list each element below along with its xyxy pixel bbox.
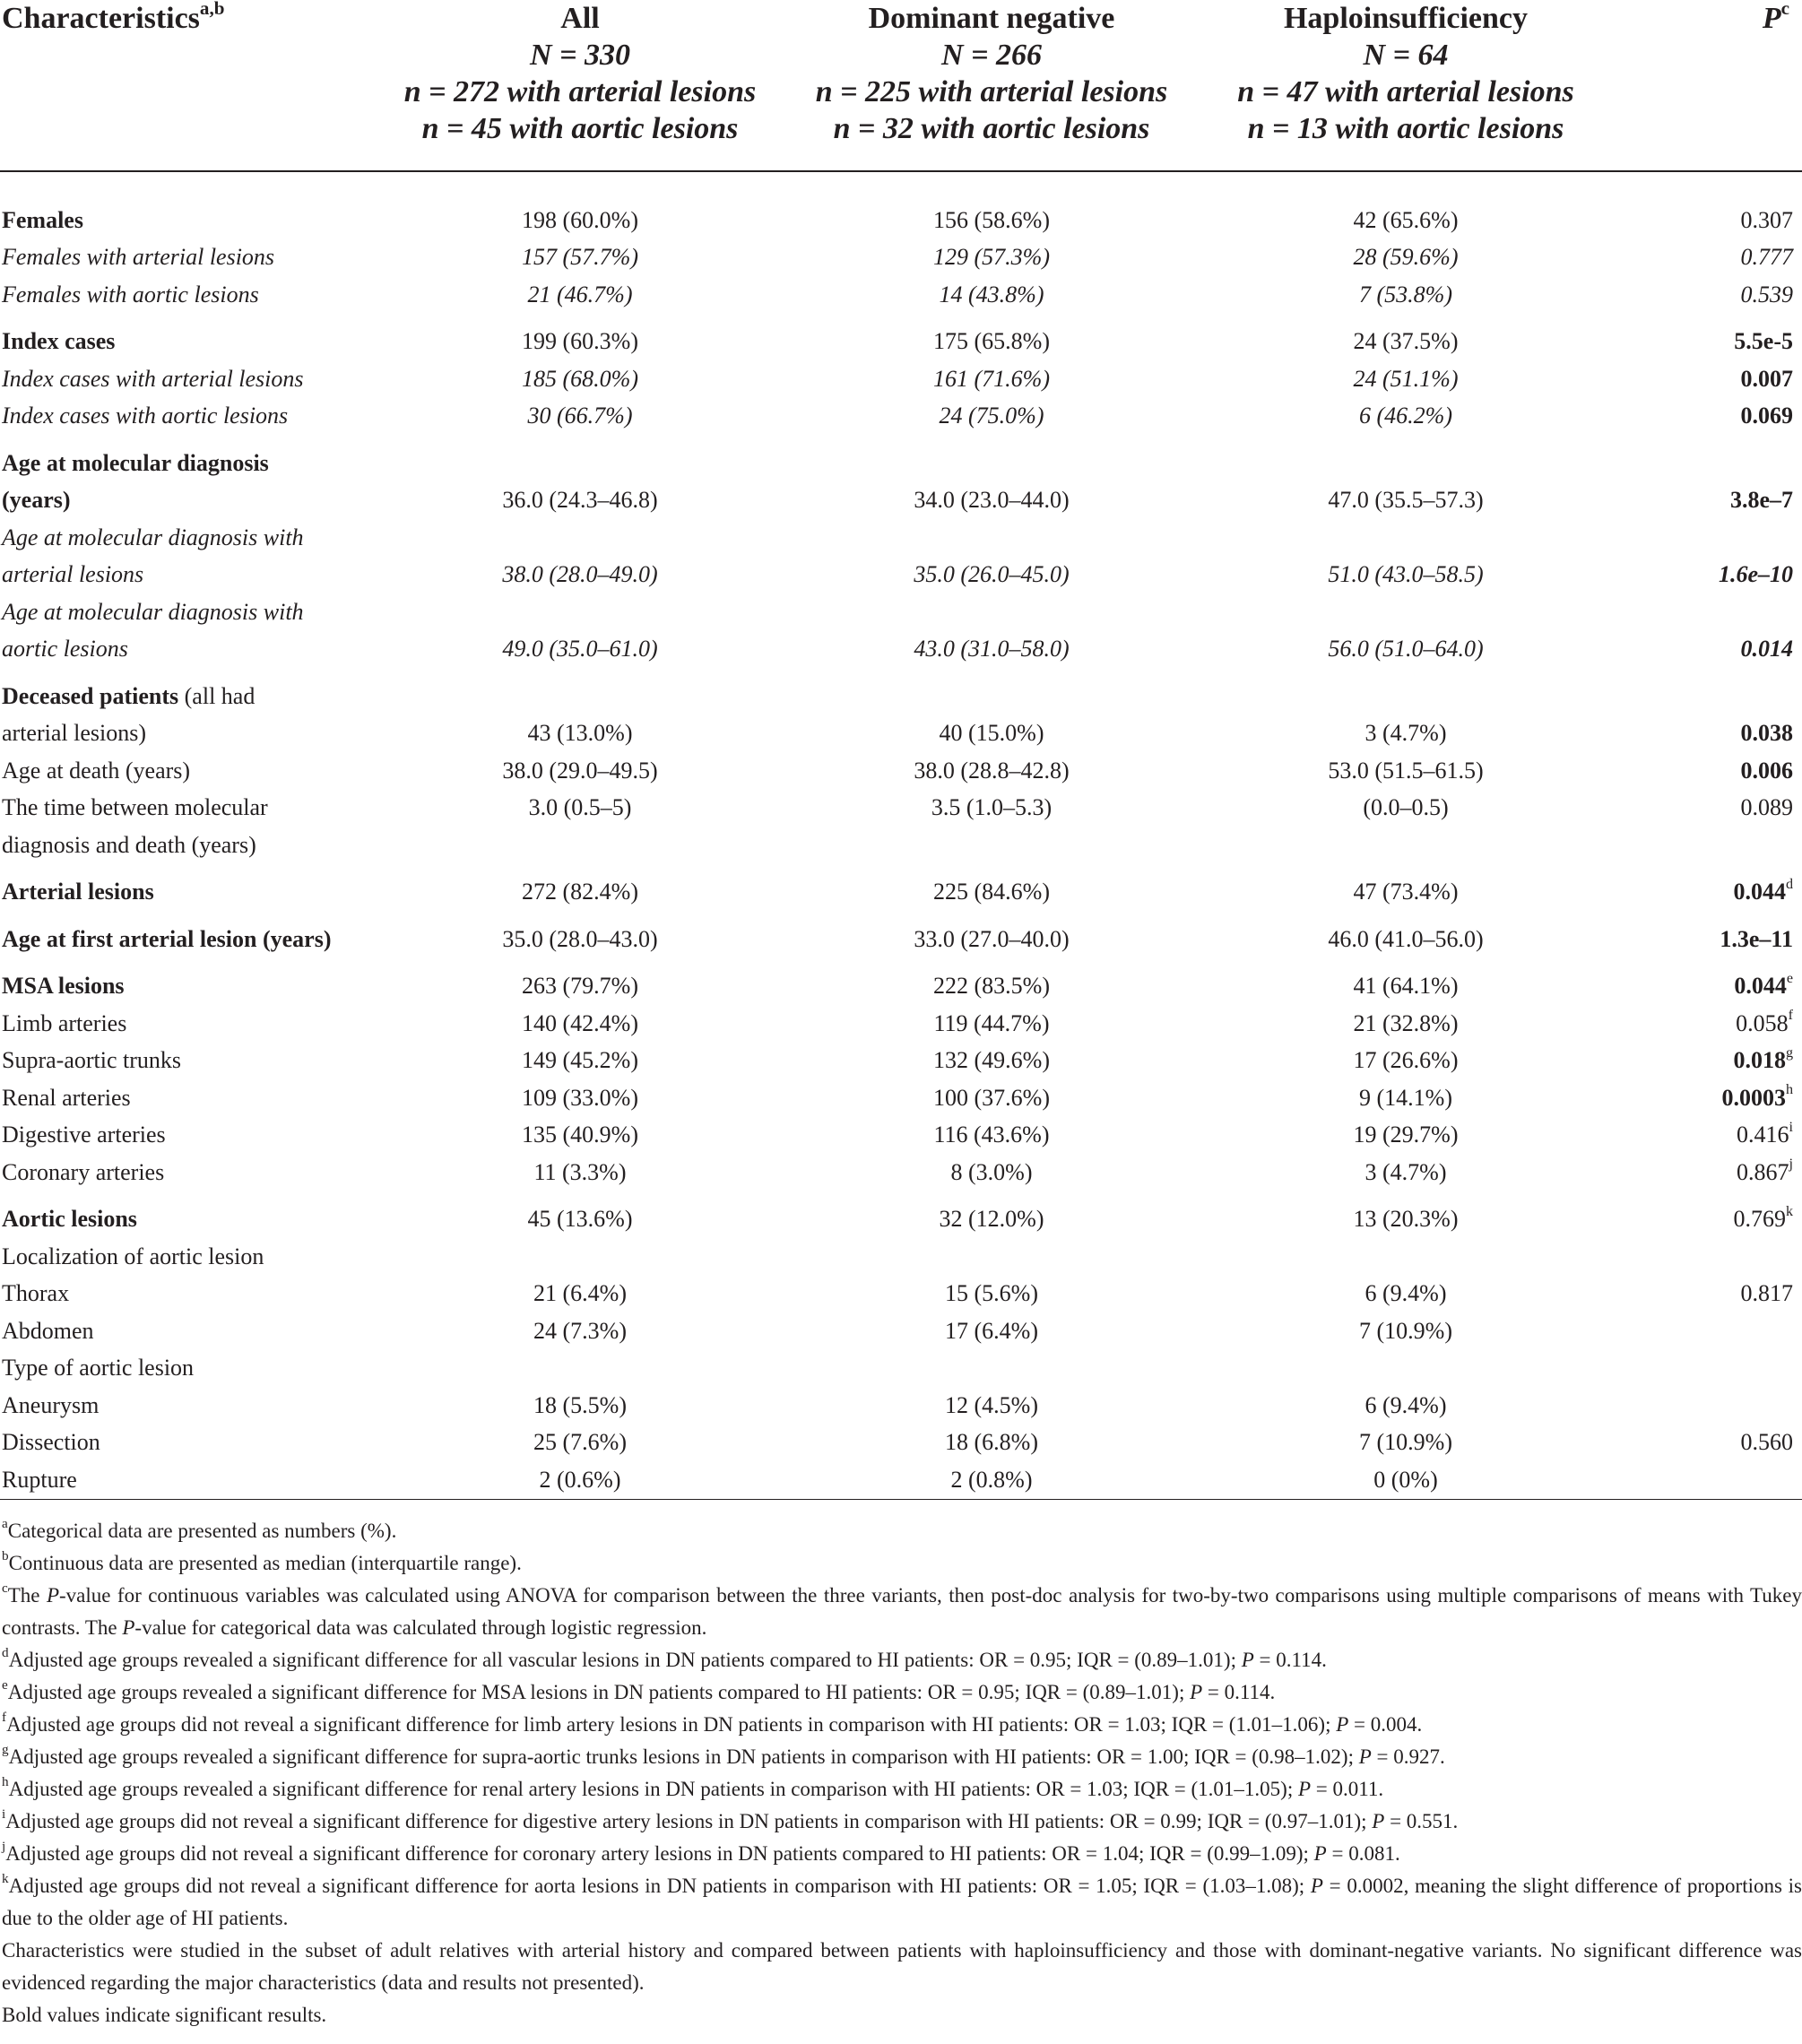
row-label: Dissection [2,1429,100,1455]
header-haploinsufficiency: Haploinsufficiency N = 64 n = 47 with arterial lesions n = 13 with aortic lesions [1237,2,1574,145]
cell-hi: 42 (65.6%) [1353,206,1459,233]
row-label: Localization of aortic lesion [2,1243,264,1269]
cell-p [1614,1387,1802,1425]
footnote-subset: Characteristics were studied in the subset of adult relatives with arterial history and compared between patients with haploinsufficiency and those with dominant-negative variants. No significant difference was evidenced regarding the major characteristics (data and results not presented). [2,1939,1802,1994]
cell-all: 3.0 (0.5–5) [528,794,632,820]
row-label: Abdomen [2,1317,94,1344]
footnote-bold: Bold values indicate significant results. [2,2004,327,2026]
cell-all: 185 (68.0%) [522,365,638,392]
cell-p: 0.014 [1740,636,1793,662]
cell-hi: 6 (46.2%) [1359,403,1452,429]
row-label: Index cases [2,328,116,354]
header-p-value: $P^c$ [1762,0,1789,35]
row-label: Age at death (years) [2,757,191,784]
cell-dn: 35.0 (26.0–45.0) [914,561,1070,587]
cell-p: 0.307 [1740,206,1793,233]
cell-dn: 2 (0.8%) [950,1466,1033,1493]
table-row [0,1191,1802,1238]
cell-dn: 119 (44.7%) [933,1009,1050,1036]
cell-p: 0.038 [1740,720,1793,746]
cell-dn: 38.0 (28.8–42.8) [914,757,1070,784]
header-row [0,0,1802,170]
table-row [0,957,1802,1005]
row-label: Arterial lesions [2,879,154,905]
cell-all: 49.0 (35.0–61.0) [502,636,658,662]
cell-dn: 116 (43.6%) [933,1122,1050,1148]
cell-all: 30 (66.7%) [527,403,633,429]
table-row [0,1312,1802,1350]
cell-dn: 156 (58.6%) [933,206,1050,233]
table-row [0,789,1802,863]
cell-p: 0.006 [1740,757,1793,784]
table-row [0,1079,1802,1117]
footnote-f: $^f$Adjusted age groups did not reveal a significant difference for limb artery lesions in DN patients in comparison with HI patients: OR = 1.03; IQR = (1.01–1.06); P = 0.004. [2,1710,1423,1736]
row-label: Rupture [2,1466,77,1493]
cell-hi: 7 (53.8%) [1359,281,1452,307]
cell-dn: 132 (49.6%) [933,1047,1050,1073]
bottom-rule [0,1499,1802,1500]
footnote-c: $^c$The P-value for continuous variables was calculated using ANOVA for comparison between the three variants, then post-doc analysis for two-by-two comparisons using multiple comparisons of means with Tukey contrasts. The P-value for categorical data was calculated through logistic regression. [2,1581,1802,1639]
footnote-a: $^a$Categorical data are presented as numbers (%). [2,1516,397,1542]
table-row [0,1387,1802,1425]
row-label: Aortic lesions [2,1206,137,1232]
row-label: Supra-aortic trunks [2,1047,182,1073]
cell-dn: 32 (12.0%) [939,1206,1044,1232]
table-row [0,1116,1802,1154]
cell-p: 1.3e–11 [1720,925,1793,952]
cell-dn: 18 (6.8%) [945,1429,1038,1455]
row-label: Females with arterial lesions [2,244,275,270]
cell-all: 11 (3.3%) [533,1158,627,1185]
cell-all: 135 (40.9%) [522,1122,638,1148]
cell-p [1614,1461,1802,1499]
cell-hi: 17 (26.6%) [1353,1047,1459,1073]
cell-p: 0.416$^i$ [1737,1119,1793,1148]
header-dominant-negative: Dominant negative N = 266 n = 225 with arterial lesions n = 32 with aortic lesions [815,2,1168,145]
row-label: Age at molecular diagnosis with arterial lesions [2,524,304,587]
cell-p [1614,1238,1802,1276]
cell-hi: 24 (51.1%) [1353,365,1459,392]
table-row [0,1005,1802,1043]
cell-p: 0.058$^f$ [1736,1008,1793,1036]
table-row [0,863,1802,911]
cell-all: 272 (82.4%) [522,879,638,905]
cell-p: 1.6e–10 [1718,561,1793,587]
cell-hi: 7 (10.9%) [1359,1429,1452,1455]
cell-p: 0.044e [1734,970,1793,999]
table-row [0,752,1802,790]
cell-dn: 175 (65.8%) [933,328,1050,354]
cell-hi: 3 (4.7%) [1364,720,1447,746]
cell-all: 24 (7.3%) [533,1317,627,1344]
cell-hi: 6 (9.4%) [1364,1280,1447,1306]
cell-dn: 17 (6.4%) [945,1317,1038,1344]
cell-hi: 19 (29.7%) [1353,1122,1459,1148]
table-row [0,435,1802,519]
cell-all: 198 (60.0%) [522,206,638,233]
table-row [0,1275,1802,1312]
header-characteristics: Characteristics$^{a,b}$ [2,0,225,35]
cell-hi: 6 (9.4%) [1364,1391,1447,1418]
cell-all: 18 (5.5%) [533,1391,627,1418]
cell-all: 36.0 (24.3–46.8) [502,487,658,513]
cell-all: 149 (45.2%) [522,1047,638,1073]
cell-hi: 47.0 (35.5–57.3) [1328,487,1484,513]
cell-dn: 24 (75.0%) [939,403,1044,429]
table-row [0,1461,1802,1499]
table-row [0,397,1802,435]
cell-hi: 46.0 (41.0–56.0) [1328,925,1484,952]
cell-dn [785,1349,1198,1387]
cell-p: 5.5e-5 [1734,328,1793,354]
cell-p: 0.539 [1740,281,1793,307]
row-label: Index cases with aortic lesions [2,403,289,429]
cell-hi [1198,1238,1614,1276]
row-label: Thorax [2,1280,70,1306]
cell-hi: 51.0 (43.0–58.5) [1328,561,1484,587]
cell-hi: 3 (4.7%) [1364,1158,1447,1185]
footnote-k: $^k$Adjusted age groups did not reveal a significant difference for aorta lesions in DN patients in comparison with HI patients: OR = 1.05; IQR = (1.03–1.08); P = 0.0002, meaning the slight difference of proportions is due to the older age of HI patients. [2,1871,1802,1929]
cell-all: 2 (0.6%) [539,1466,621,1493]
cell-dn: 225 (84.6%) [933,879,1050,905]
cell-dn: 8 (3.0%) [950,1158,1033,1185]
footnote-j: $^j$Adjusted age groups did not reveal a significant difference for coronary artery lesions in DN patients compared to HI patients: OR = 1.04; IQR = (0.99–1.09); P = 0.081. [2,1839,1400,1865]
table-row [0,1424,1802,1461]
cell-p: 0.769$^k$ [1733,1203,1793,1232]
cell-p [1614,1312,1802,1350]
table-row [0,668,1802,752]
cell-hi: 9 (14.1%) [1359,1084,1452,1111]
cell-dn: 14 (43.8%) [939,281,1044,307]
cell-dn: 12 (4.5%) [945,1391,1038,1418]
table-row [0,313,1802,360]
table-row [0,276,1802,314]
table-row [0,1349,1802,1387]
cell-p: 0.069 [1740,403,1793,429]
table-row [0,1042,1802,1079]
cell-p [1614,1349,1802,1387]
row-label: Renal arteries [2,1084,131,1111]
cell-hi: 21 (32.8%) [1353,1009,1459,1036]
row-label: Coronary arteries [2,1158,165,1185]
cell-dn: 15 (5.6%) [945,1280,1038,1306]
cell-all: 109 (33.0%) [522,1084,638,1111]
cell-p: 0.867$^j$ [1737,1156,1793,1185]
cell-all [375,1238,785,1276]
cell-p: 0.018$^g$ [1733,1044,1793,1073]
row-label: Type of aortic lesion [2,1355,195,1381]
table-row [0,170,1802,238]
cell-all: 45 (13.6%) [527,1206,633,1232]
cell-hi: 56.0 (51.0–64.0) [1328,636,1484,662]
table-row [0,519,1802,593]
cell-p: 3.8e–7 [1729,487,1793,513]
cell-dn: 222 (83.5%) [933,973,1050,999]
row-label: Aneurysm [2,1391,100,1418]
cell-hi: 28 (59.6%) [1353,244,1459,270]
footnote-e: $^e$Adjusted age groups revealed a significant difference for MSA lesions in DN patients compared to HI patients: OR = 0.95; IQR = (0.89–1.01); P = 0.114. [2,1677,1276,1703]
cell-hi: 41 (64.1%) [1353,973,1459,999]
cell-all: 199 (60.3%) [522,328,638,354]
cell-dn [785,1238,1198,1276]
row-label: Age at molecular diagnosis with aortic lesions [2,598,304,662]
table-row [0,238,1802,276]
cell-hi [1198,1349,1614,1387]
cell-hi: 24 (37.5%) [1353,328,1459,354]
cell-all: 38.0 (28.0–49.0) [502,561,658,587]
cell-all: 35.0 (28.0–43.0) [502,925,658,952]
footnote-h: $^h$Adjusted age groups revealed a significant difference for renal artery lesions in DN patients in comparison with HI patients: OR = 1.03; IQR = (1.01–1.05); P = 0.011. [2,1774,1384,1800]
row-label: Females with aortic lesions [2,281,259,307]
table-footnotes [0,1515,1802,2031]
cell-all: 25 (7.6%) [533,1429,627,1455]
cell-all [375,1349,785,1387]
cell-all: 263 (79.7%) [522,973,638,999]
cell-hi: 47 (73.4%) [1353,879,1459,905]
table-row [0,1154,1802,1191]
cell-dn: 33.0 (27.0–40.0) [914,925,1070,952]
footnote-g: $^g$Adjusted age groups revealed a significant difference for supra-aortic trunks lesions in DN patients in comparison with HI patients: OR = 1.00; IQR = (0.98–1.02); P = 0.927. [2,1742,1445,1768]
row-label: The time between molecular diagnosis and death (years) [2,794,268,858]
cell-hi: 13 (20.3%) [1353,1206,1459,1232]
cell-dn: 40 (15.0%) [939,720,1044,746]
row-label: Deceased patients (all had arterial lesions) [2,682,256,746]
cell-all: 38.0 (29.0–49.5) [502,757,658,784]
cell-hi: (0.0–0.5) [1363,794,1449,820]
cell-p: 0.089 [1740,794,1793,820]
cell-dn: 3.5 (1.0–5.3) [931,794,1053,820]
cell-all: 140 (42.4%) [522,1009,638,1036]
cell-dn: 129 (57.3%) [933,244,1050,270]
cell-all: 21 (46.7%) [527,281,633,307]
footnote-i: $^i$Adjusted age groups did not reveal a significant difference for digestive artery lesions in DN patients in comparison with HI patients: OR = 0.99; IQR = (0.97–1.01); P = 0.551. [2,1806,1459,1832]
row-label: Limb arteries [2,1009,127,1036]
cell-p: 0.777 [1740,244,1793,270]
header-all: All N = 330 n = 272 with arterial lesions n = 45 with aortic lesions [403,2,757,145]
cell-hi: 53.0 (51.5–61.5) [1328,757,1484,784]
cell-p: 0.007 [1740,365,1793,392]
table-row [0,593,1802,668]
row-label: Index cases with arterial lesions [2,365,304,392]
cell-all: 157 (57.7%) [522,244,638,270]
footnote-b: $^b$Continuous data are presented as median (interquartile range). [2,1548,522,1574]
row-label: Age at first arterial lesion (years) [2,925,332,952]
cell-hi: 0 (0%) [1373,1466,1438,1493]
cell-dn: 34.0 (23.0–44.0) [914,487,1070,513]
row-label: Age at molecular diagnosis (years) [2,449,269,513]
cell-p: 0.560 [1740,1429,1793,1455]
cell-p: 0.044$^d$ [1733,876,1793,905]
cell-p: 0.0003$^h$ [1721,1082,1793,1111]
row-label: MSA lesions [2,973,125,999]
cell-all: 43 (13.0%) [527,720,633,746]
table-row [0,1238,1802,1276]
footnote-d: $^d$Adjusted age groups revealed a significant difference for all vascular lesions in DN patients compared to HI patients: OR = 0.95; IQR = (0.89–1.01); P = 0.114. [2,1645,1327,1671]
cell-dn: 161 (71.6%) [933,365,1050,392]
cell-all: 21 (6.4%) [533,1280,627,1306]
cell-dn: 100 (37.6%) [933,1084,1050,1111]
cell-p: 0.817 [1740,1280,1793,1306]
cell-dn: 43.0 (31.0–58.0) [914,636,1070,662]
table-row [0,911,1802,958]
row-label: Digestive arteries [2,1122,166,1148]
row-label: Females [2,206,83,233]
table-row [0,360,1802,398]
cell-hi: 7 (10.9%) [1359,1317,1452,1344]
